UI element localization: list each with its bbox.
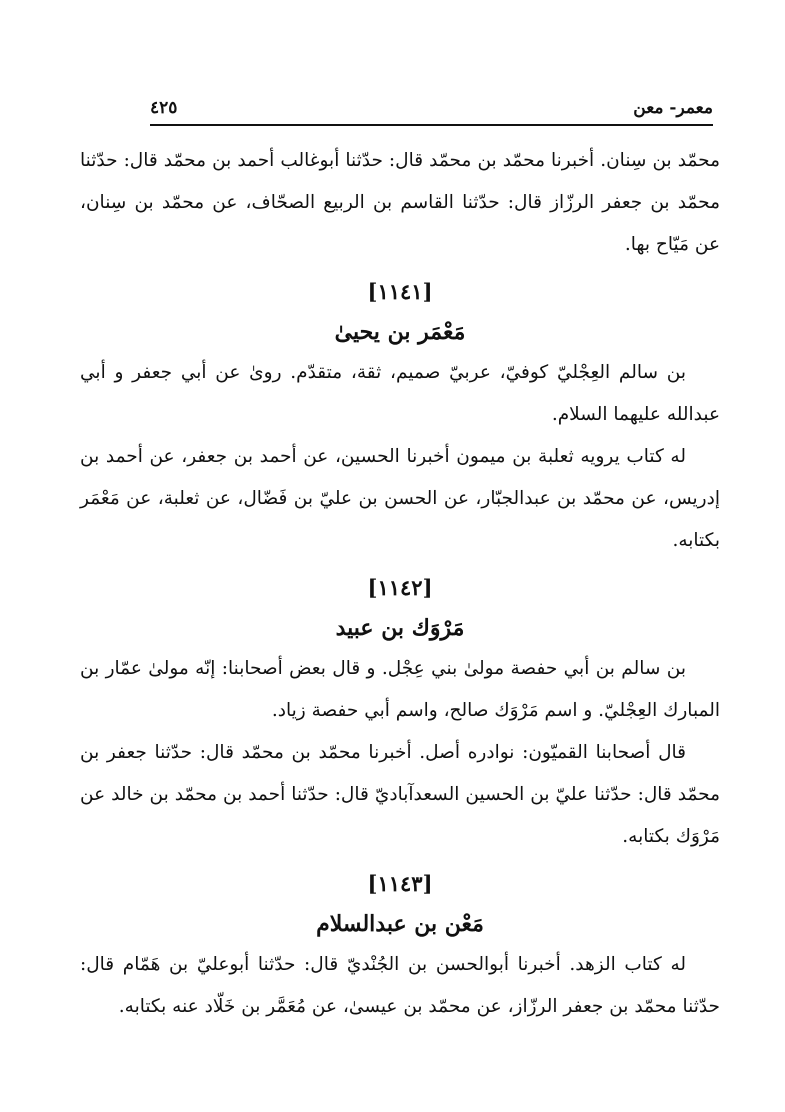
entry-title: مَعْمَر بن يحيىٰ bbox=[334, 319, 466, 345]
entry-title: مَرْوَك بن عبيد bbox=[335, 615, 465, 641]
intro-line: بن سِنان، عن مَيّاح بها. bbox=[80, 192, 720, 255]
intro-line: محمّد بن سِنان. أخبرنا محمّد بن محمّد قال: حدّثنا أبوغالب أحمد بن محمّد قال: bbox=[123, 150, 720, 171]
entry-number: [١١٤١] bbox=[367, 279, 433, 304]
intro-line: حدّثنا محمّد بن جعفر الرزّاز قال: حدّثنا القاسم بن الربيع الصحّاف، عن محمّد bbox=[80, 150, 720, 213]
intro-paragraph bbox=[80, 140, 720, 266]
entry-1142 bbox=[80, 568, 720, 858]
entry-paragraph: بن سالم بن أبي حفصة مولىٰ بني عِجْل. و قال بعض أصحابنا: إنّه مولىٰ عمّار بن المبارك العِجْليّ. و اسم مَرْوَك صالح، واسم أبي حفصة زياد. bbox=[80, 658, 720, 721]
header-rule bbox=[150, 124, 713, 126]
page-body bbox=[80, 140, 720, 1028]
page-header bbox=[150, 92, 713, 118]
page-number: ٤٢٥ bbox=[150, 98, 178, 118]
entry-paragraph: بن سالم العِجْليّ كوفيّ، عربيّ صميم، ثقة، متقدّم. روىٰ عن أبي جعفر و أبي عبدالله عليهما السلام. bbox=[80, 362, 720, 425]
entry-title: مَعْن بن عبدالسلام bbox=[316, 911, 484, 937]
entry-number: [١١٤٣] bbox=[367, 871, 433, 896]
entry-1143 bbox=[80, 864, 720, 1028]
entry-paragraph: له كتاب الزهد. أخبرنا أبوالحسن بن الجُنْديّ قال: حدّثنا أبوعليّ بن هَمّام قال: حدّثنا محمّد بن جعفر الرزّاز، عن محمّد بن عيسىٰ، عن مُعَمَّر بن خَلّاد عنه بكتابه. bbox=[80, 954, 720, 1017]
entry-paragraph: قال أصحابنا القميّون: نوادره أصل. أخبرنا محمّد بن محمّد قال: حدّثنا جعفر بن محمّد قال: حدّثنا عليّ بن الحسين السعدآباديّ قال: حدّثنا أحمد بن محمّد بن خالد عن مَرْوَك بكتابه. bbox=[80, 742, 720, 847]
entry-number: [١١٤٢] bbox=[367, 575, 433, 600]
entry-paragraph: له كتاب يرويه ثعلبة بن ميمون أخبرنا الحسين، عن أحمد بن جعفر، عن أحمد بن إدريس، عن محمّد بن عبدالجبّار، عن الحسن بن عليّ بن فَضّال، عن ثعلبة، عن مَعْمَر بكتابه. bbox=[80, 446, 720, 551]
entry-1141 bbox=[80, 272, 720, 562]
running-title: معمر- معن bbox=[633, 98, 713, 118]
